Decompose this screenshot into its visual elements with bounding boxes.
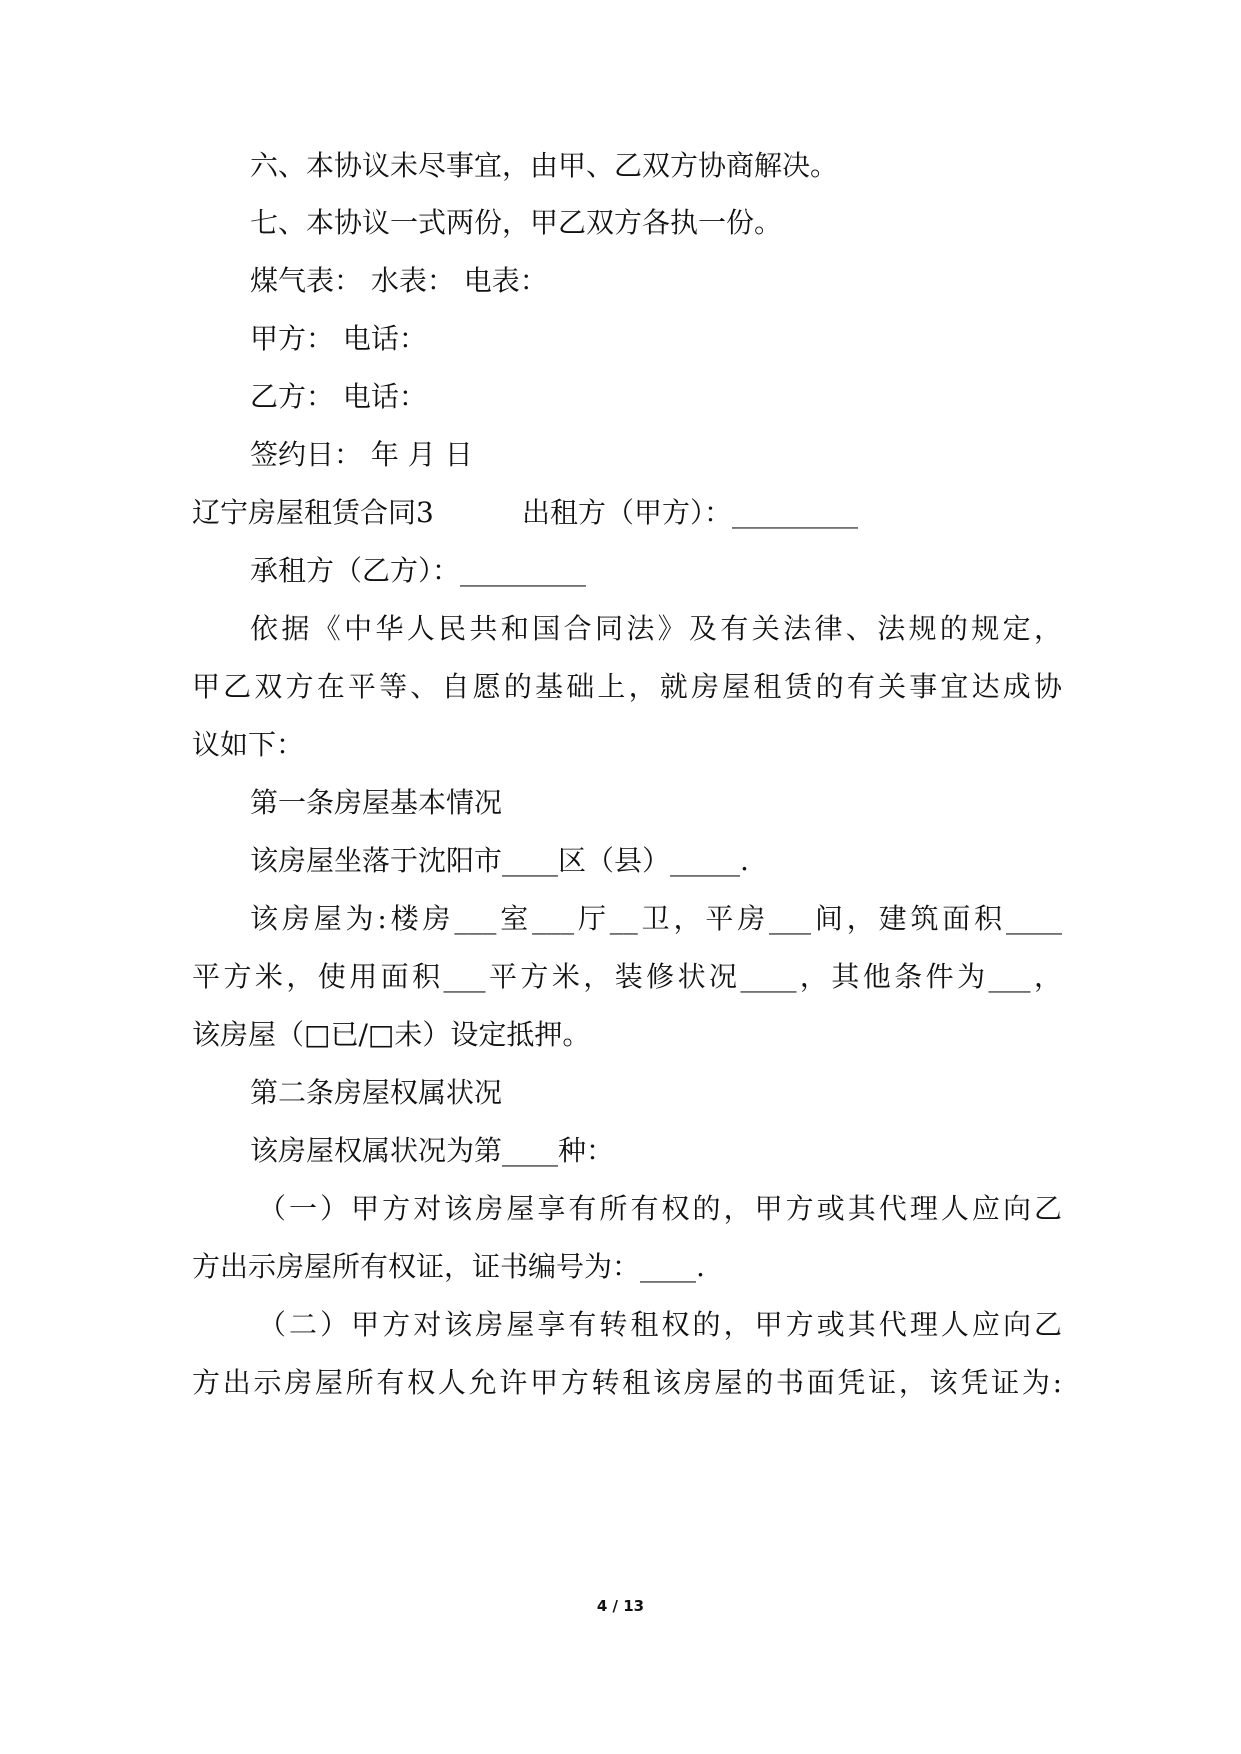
house-location: 该房屋坐落于沈阳市____区（县）_____.: [250, 844, 749, 877]
meter-readings: 煤气表： 水表： 电表：: [250, 264, 548, 297]
contract-title: 辽宁房屋租赁合同3: [192, 496, 434, 529]
preamble-line-2: 甲乙双方在平等、自愿的基础上，就房屋租赁的有关事宜达成协: [192, 670, 1062, 703]
house-layout-line-1: 该房屋为:楼房___室___厅__卫，平房___间，建筑面积____: [250, 902, 1062, 935]
ownership-item-two-line-2: 方出示房屋所有权人允许甲方转租该房屋的书面凭证，该凭证为:: [192, 1366, 1062, 1399]
article-one-heading: 第一条房屋基本情况: [250, 786, 503, 819]
ownership-item-one-line-2: 方出示房屋所有权证，证书编号为：____.: [192, 1250, 705, 1283]
ownership-item-one-line-1: （一）甲方对该房屋享有所有权的，甲方或其代理人应向乙: [258, 1192, 1062, 1225]
party-b-phone: 乙方： 电话：: [250, 380, 427, 413]
signing-date: 签约日： 年 月 日: [250, 438, 473, 471]
clause-seven: 七、本协议一式两份，甲乙双方各执一份。: [250, 206, 783, 239]
article-two-heading: 第二条房屋权属状况: [250, 1076, 503, 1109]
lessor-line: 出租方（甲方）：_________: [522, 496, 859, 529]
preamble-line-1: 依据《中华人民共和国合同法》及有关法律、法规的规定，: [250, 612, 1062, 645]
lessee-line: 承租方（乙方）：_________: [250, 554, 587, 587]
house-layout-line-2: 平方米，使用面积___平方米，装修状况____，其他条件为___，: [192, 960, 1062, 993]
ownership-item-two-line-1: （二）甲方对该房屋享有转租权的，甲方或其代理人应向乙: [258, 1308, 1062, 1341]
mortgage-status: 该房屋（□已/□未）设定抵押。: [192, 1018, 591, 1051]
ownership-type: 该房屋权属状况为第____种：: [250, 1134, 615, 1167]
clause-six: 六、本协议未尽事宜，由甲、乙双方协商解决。: [250, 149, 839, 182]
party-a-phone: 甲方： 电话：: [250, 322, 427, 355]
page-number: 4 / 13: [596, 1597, 645, 1615]
preamble-line-3: 议如下：: [192, 728, 305, 761]
contract-title-row: [192, 493, 1072, 533]
